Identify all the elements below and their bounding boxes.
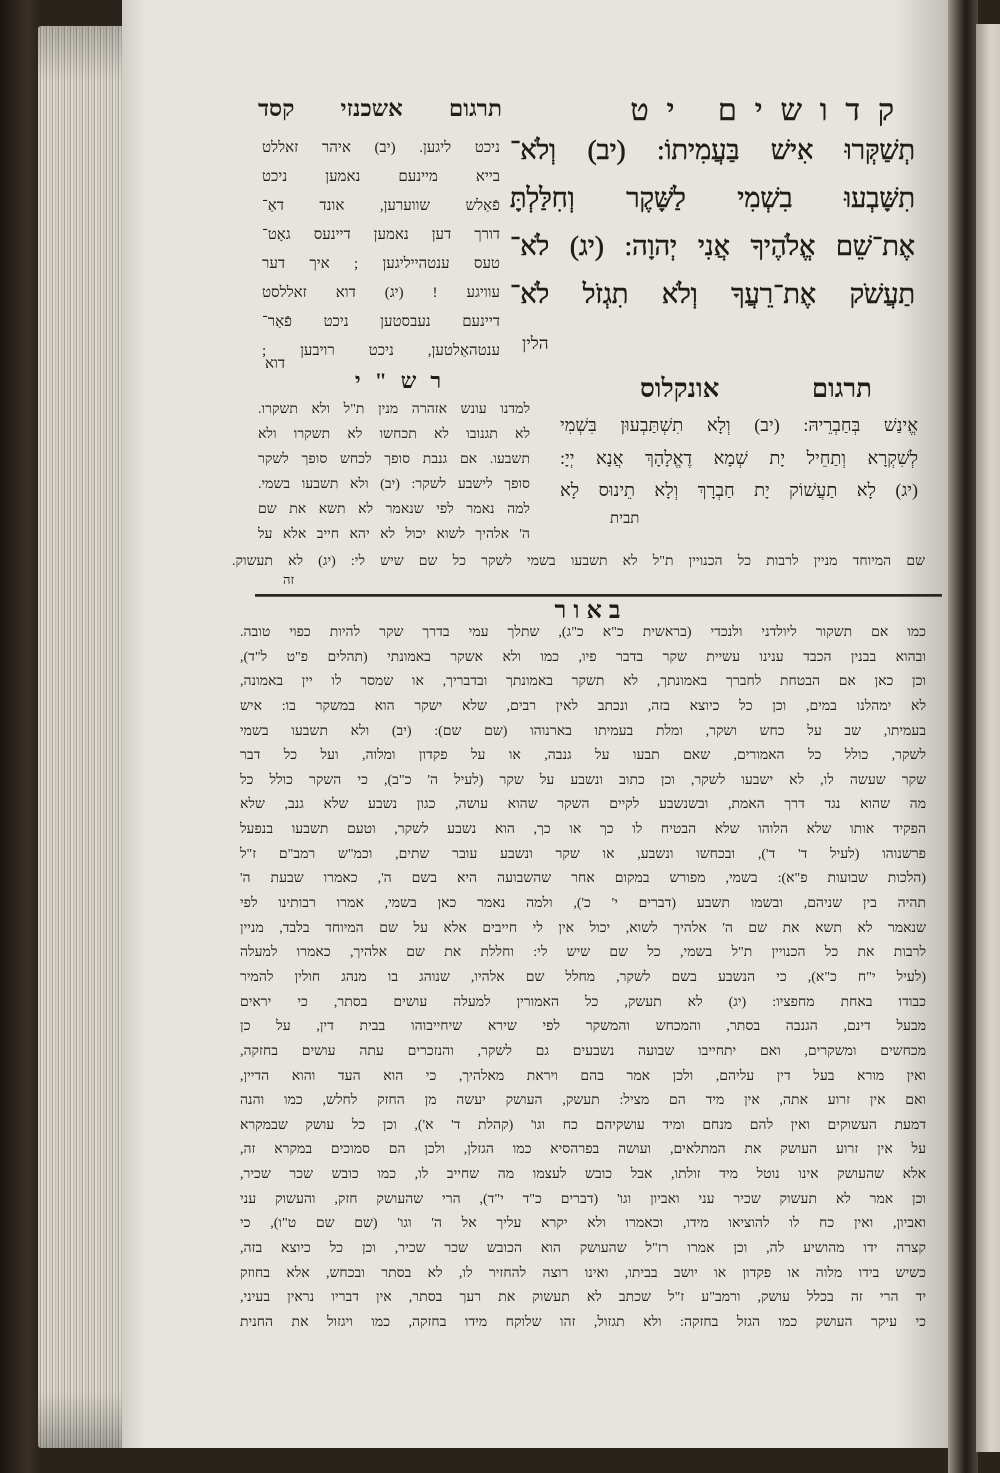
biur-line: על אין זרוע העושק את המתלאים, ועושה בפרהסיא כמו הגזלן, ולכן הם סמוכים במקרא זה, (240, 1142, 926, 1158)
targum-ashkenazi-column (262, 134, 500, 366)
rashi-column (258, 397, 530, 547)
targum-ashkenazi-line: פֿאַלש שווערען, אונד דאַ־ (262, 198, 500, 214)
biur-line: דמעת העשוקים ואין להם מנחם ומיד עושקיהם כח וגו' (קהלת ד' א'), וכן כל עושק שבמקרא (240, 1117, 926, 1133)
targum-ashkenazi-line: טעס ענטהייליגען ; איך דער (262, 256, 500, 272)
onkelos-line: אֱינַשׁ בְּחַבְרֵיהּ: (יב) וְלָא תִשְׁתַּבְעוּן בִּשְׁמִי (560, 415, 918, 435)
biur-line: כבודו באחת מחפציו: (יג) לא תעשק, כל האמורין למעלה עושים בסתר, כי יראים (240, 994, 926, 1010)
biur-line: אלא שהעושק אינו נוטל מיד זולתו, אבל כובש לעצמו מה שחייב לו, כמו כובש שכר שכיר, (240, 1167, 926, 1183)
targum-ashkenazi-line: ניכט ליגען. (יב) איהר זאללט (262, 140, 500, 156)
rashi-line: תשבעו. אם גנבת סופך לכחש סופך לשקר (258, 452, 530, 467)
onkelos-catchword: תבית (610, 511, 640, 527)
torah-line: אֶת־שֵׁם אֱלֹהֶיךָ אֲנִי יְהוָה: (יג) לֹא־ (510, 231, 915, 261)
rashi-line: סופך לישבע לשקר: (יב) ולא תשבעו בשמי. (258, 477, 530, 492)
targum-ashkenazi-line: דורך דען נאמען דיינעס גאָט־ (262, 227, 500, 243)
running-header-parsha: קדושים יט (630, 94, 912, 127)
rashi-heading: רש"י (354, 368, 456, 393)
biur-line: בעמיתו, שב על כחש ושקר, ומלת בעמיתו בארנוהו (שם שם): (יב) ולא תשבעו בשמי (240, 723, 926, 739)
onkelos-heading: תרגום אונקלוס (640, 374, 872, 403)
biur-commentary (240, 621, 926, 1336)
rashi-line: שם המיוחד מניין לרבות כל הכנויין ת"ל לא תשבעו בשמי לשקר כל שם שיש לי: (יג) לא תעשוק. (232, 554, 925, 569)
biur-line: וכן כאן אם הבטחת לחברך באמונתך, לא תשקר באמונתך ובדבריך, או שמסר לו יין באמונה, (240, 674, 926, 690)
biur-line: הפקיד אותו שלא הלוהו שלא הבטיח לו כך או כך, הוא נשבע לשקר, וטעם תשבעו בנפעל (240, 822, 926, 838)
biur-line: לרבות את כל הכנויין ת"ל בשמי, כל שם שיש לי: וחללת את שם אלהיך, כאמרו למעלה (240, 945, 926, 961)
rashi-line: למה נאמר לפי שנאמר לא תשא את שם (258, 502, 530, 517)
torah-catchword: הלין (522, 334, 549, 353)
biur-line: וכן אמר לא תעשוק שכיר עני ואביון וגו' (דברים כ"ד י"ד), הרי שהעושק חזק, והעשוק עני (240, 1191, 926, 1207)
binding-gutter (948, 0, 978, 1473)
rashi-catchword: זה (283, 572, 295, 587)
biur-line: מה שהוא נגד דרך האמת, ובשנשבע לקיים השקר שהוא עושה, כגון נשבע שלא גנב, שלא (240, 797, 926, 813)
biur-line: תהיה בין שניהם, ובשמו תשבע (דברים י' כ'), ולמה נאמר כאן בשמי, אמרו רבותינו לפי (240, 896, 926, 912)
torah-line: תְשַׁקְּרוּ אִישׁ בַּעֲמִיתוֹ: (יב) וְלֹא־ (510, 135, 915, 165)
running-header-targum-ashkenazi: תרגום אשכנזי קסד (258, 96, 502, 121)
biur-line: שקר שעשה לו, לא ישבעו לשקר, וכן כתוב ונשבע על שקר (לעיל ה' כ"ב), כי השקר כולל כל (240, 772, 926, 788)
torah-text-column (510, 126, 915, 318)
onkelos-column (560, 409, 918, 507)
book-cover-edge (0, 0, 40, 1473)
biur-line: מכחשים ומשקרים, ואם יתחייבו שבועה נשבעים גם לשקר, והנזכרים עתה עושים בחזקה, (240, 1043, 926, 1059)
targum-ashkenazi-line: עוויגע ! (יג) דוא זאללסט (262, 285, 500, 301)
section-divider-rule (255, 594, 942, 597)
biur-line: מבעל דינם, הגנבה בסתר, והמכחש והמשקר לפי שירא שיחייבוהו בבית דין, על כן (240, 1019, 926, 1035)
biur-line: (לעיל י"ח כ"א), כי הנשבע בשם לשקר, מחלל שם אלהיו, שנוהג בו מנהג חולין להמיר (240, 969, 926, 985)
rashi-line: לא תגנובו לא תכחשו לא תשקרו ולא (258, 427, 530, 442)
targum-ashkenazi-line: ענטהאַלטען, ניכט רויבען ; (262, 343, 500, 359)
biur-line: שנאמר לא תשא את שם ה' אלהיך לשוא, יכול אין לי חייבים אלא על שם המיוחד בלבד, מניין (240, 920, 926, 936)
facing-page-edge (976, 24, 1000, 1452)
biur-line: ואביון, ואין כח לו להוציאו מידו, וכאמרו ולא יקרא עליך אל ה' וגו' (שם שם ט"ו), כי (240, 1216, 926, 1232)
targum-ashkenazi-catchword: דוא (265, 356, 286, 372)
biur-line: יד הרי זה בכלל עושק, ורמב"ע ז"ל שכתב לא תעשוק את רעך בסתר, אין דבריו נראין בעיני, (240, 1290, 926, 1306)
targum-ashkenazi-line: דיינעם נעבסטען ניכט פֿאַר־ (262, 314, 500, 330)
biur-line: כמו אם תשקור ליולדני ולנכדי (בראשית כ"א כ"ג), שתלך עמי בדרך שקר להיות כפוי טובה. (240, 625, 926, 640)
onkelos-line: לְשִׁקְרָא וְתַחֵיל יָת שְׁמָא דֶאֱלָהָךְ אֲנָא יְיָ: (560, 447, 918, 468)
biur-line: לשקר, כולל כל האמורים, שאם תבעו על גנבה, או על פקדון ומלוה, ועל כל דבר (240, 748, 926, 764)
biur-line: קצרה ידו מהושיע לה, וכן אמרו רז"ל שהעושק הוא הכובש שכר שכיר, וכן כל כיוצא בזה, (240, 1241, 926, 1257)
biur-line: ובהוא בבנין הכבד ענינו עשיית שקר בדבר פיו, כמו ולא אשקר באמונתי (תהלים פ"ט ל"ד), (240, 649, 926, 665)
rashi-full-width-line (232, 550, 925, 574)
biur-heading: באור (554, 598, 628, 624)
biur-line: ואין מורא בעל דין עליהם, ולכן אמר בהם ויראת מאלהיך, כי הוא העד והוא הדיין, (240, 1068, 926, 1084)
page-stack-edge (38, 26, 124, 1448)
biur-line: לא ימהלנו במים, וכן כל כיוצא בזה, ונכתב לאין רבים, שלא ישקר הוא במשקר בו: איש (240, 698, 926, 714)
biur-line: כשיש בידו מלוה או פקדון או יושב בביתו, ואינו רוצה להחזיר לו, לא בסתר ובכחש, אלא בחוזק (240, 1265, 926, 1281)
book-page (122, 0, 952, 1448)
rashi-line: למדנו עונש אזהרה מנין ת"ל ולא תשקרו. (258, 402, 530, 417)
torah-line: תַעֲשֹׁק אֶת־רֵעֲךָ וְלֹא תִגְזֹל לֹא־ (510, 279, 915, 309)
onkelos-line: (יג) לָא תַעֲשׁוֹק יָת חַבְרָךְ וְלָא תֵינוּס לָא (560, 480, 918, 500)
rashi-line: ה' אלהיך לשוא יכול לא יהא חייב אלא על (258, 527, 530, 542)
biur-line: פרשנוהו (לעיל ד' ד'), ובכחשו ונשבע, או שקר ונשבע עובר שתים, וכמ"ש רמב"ם ז"ל (240, 846, 926, 862)
biur-line: (הלכות שבועות פ"א): בשמי, מפורש במקום אחר שהשבועה היא בשם ה', כאמרו שבעת ה' (240, 871, 926, 887)
torah-line: תִשָּׁבְעוּ בִשְׁמִי לַשָּׁקֶר וְחִלַּלְתָּ (510, 183, 915, 213)
biur-line: כי עיקר העושק כמו הגזל בחזקה: ולא תגזול, זהו שלוקח מידו בחזקה, כמו ויגזול את החנית (240, 1314, 926, 1330)
targum-ashkenazi-line: בייא מיינעם נאמען ניכט (262, 169, 500, 185)
biur-line: ואם אין זרוע אתה, אין מיד הם מציל: תעשק, העושק יעשה מן החזק לחלש, כמו והנה (240, 1093, 926, 1109)
